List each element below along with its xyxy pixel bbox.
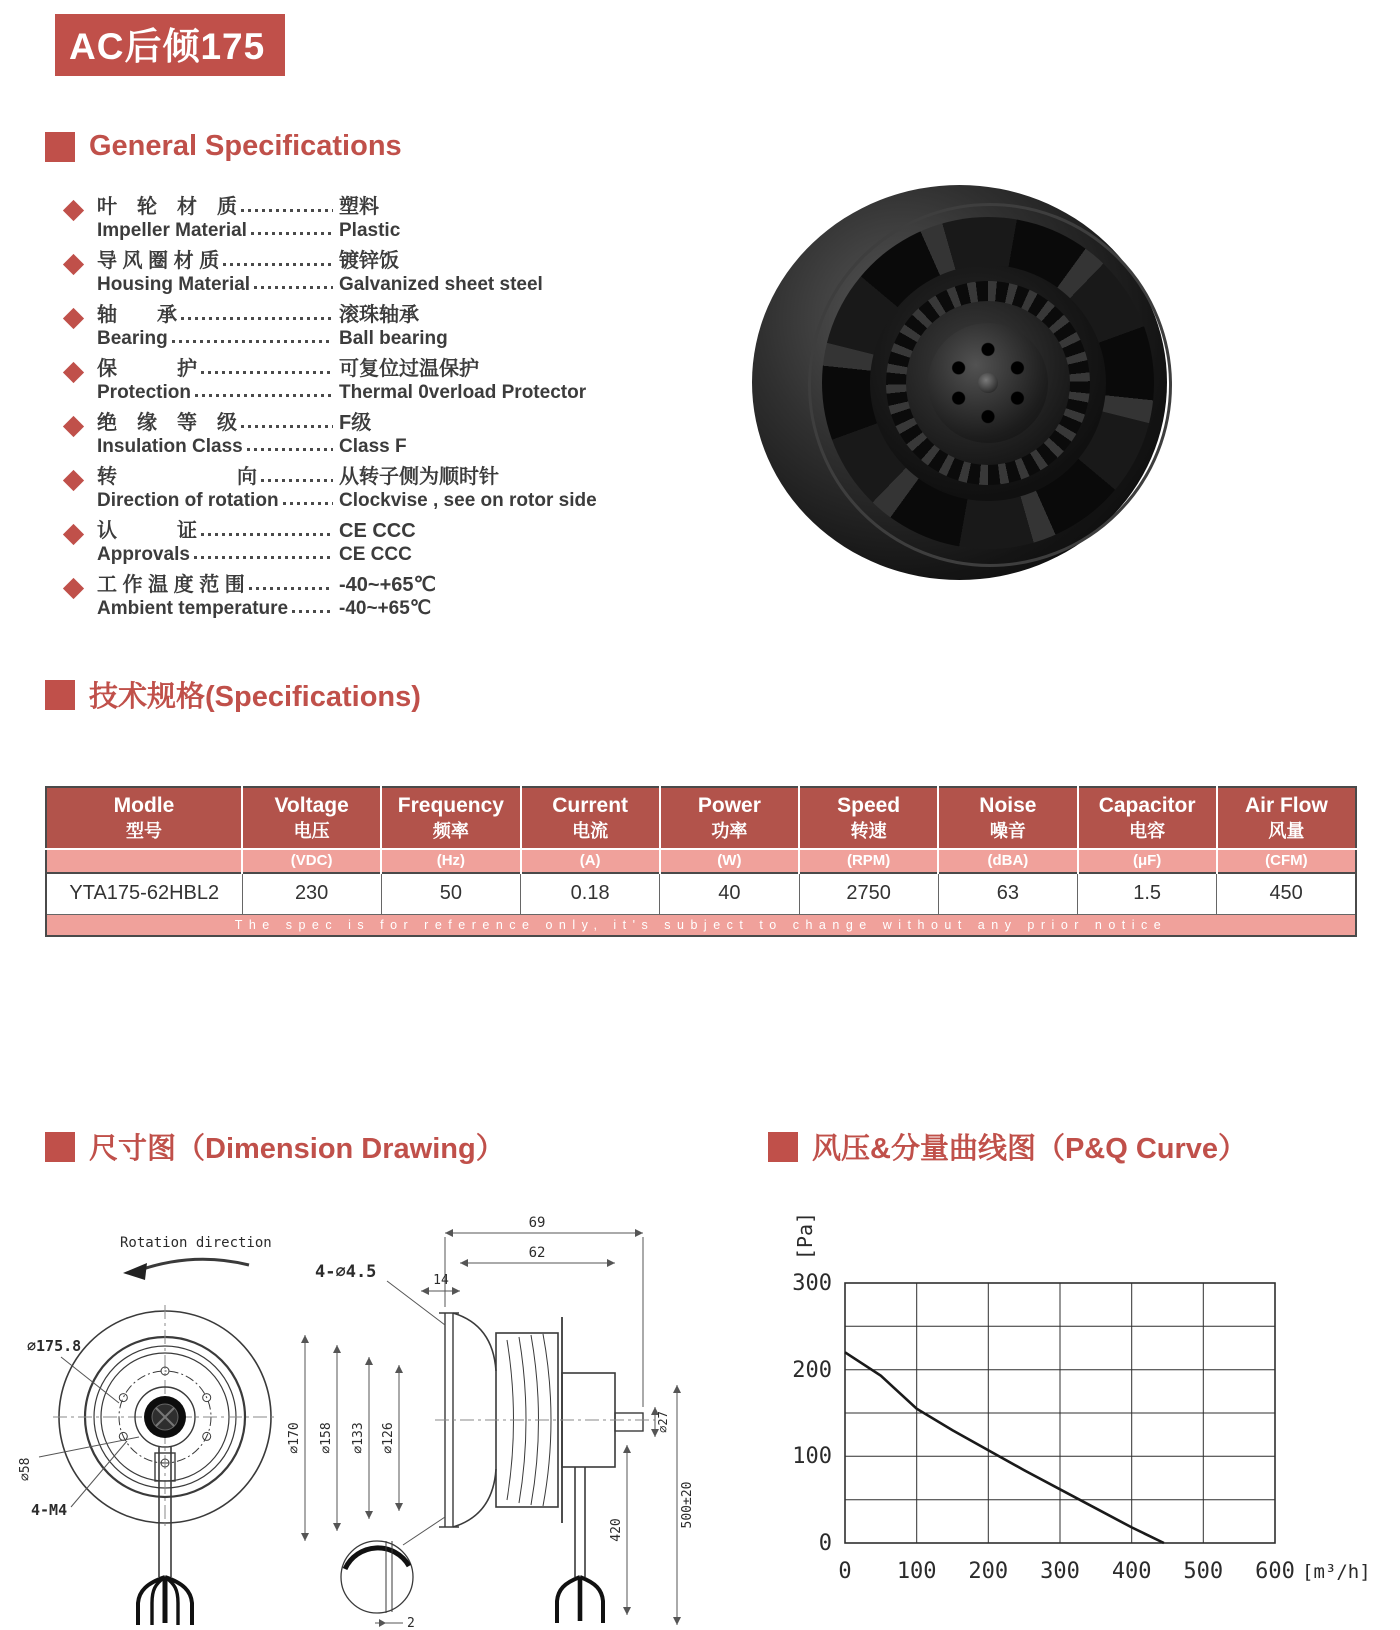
fork-prong [557, 1577, 580, 1623]
dim-62: 62 [528, 1245, 546, 1261]
spec-label-en: Ambient temperature [97, 598, 289, 619]
spec-label-cn: 转 向 [97, 466, 257, 488]
col-header: Modle 型号 [46, 787, 242, 849]
dim-d170: ∅170 [287, 1422, 302, 1454]
col-header: Current 电流 [521, 787, 660, 849]
dim-arrow [395, 1365, 403, 1373]
spec-table [45, 786, 1357, 937]
dim-arrow [635, 1229, 643, 1237]
dim-arrow [365, 1511, 373, 1519]
dim-arrow [301, 1335, 309, 1343]
section-title: 技术规格(Specifications) [89, 681, 421, 713]
spec-label-cn: 认 证 [97, 520, 197, 542]
spec-label-en: Impeller Material [97, 220, 247, 241]
leader-dots [247, 448, 333, 451]
section-square-icon [768, 1132, 798, 1162]
rotation-arrowhead-icon [123, 1263, 147, 1280]
leader-dots [241, 209, 333, 212]
dim-d158: ∅158 [319, 1422, 334, 1454]
shaft-stub [615, 1413, 643, 1431]
x-tick-100: 100 [896, 1559, 937, 1584]
dim-arrow [452, 1287, 460, 1295]
dim-14: 14 [433, 1273, 449, 1288]
spec-value-en: Plastic [339, 220, 401, 241]
rotation-direction-label: Rotation direction [120, 1235, 272, 1251]
dim-2: 2 [407, 1616, 415, 1630]
dim-d126: ∅126 [381, 1422, 396, 1454]
dim-arrow [445, 1229, 453, 1237]
leader-dots [172, 340, 333, 343]
spec-value-cn: 塑料 [339, 196, 379, 218]
spec-value-cn: 镀锌饭 [339, 250, 399, 272]
dim-420: 420 [609, 1518, 624, 1542]
leader-dots [283, 502, 333, 505]
diamond-bullet-icon [63, 254, 84, 275]
unit-cell: (A) [521, 849, 660, 873]
data-cell: 2750 [799, 873, 938, 915]
unit-cell: (RPM) [799, 849, 938, 873]
leader-dots [194, 556, 333, 559]
spec-value-en: Class F [339, 436, 407, 457]
section-title: 风压&分量曲线图（P&Q Curve） [812, 1133, 1248, 1165]
dim-label-shaft-diameter: ∅58 [18, 1457, 33, 1481]
leader-dots [195, 394, 333, 397]
y-tick-300: 300 [792, 1271, 832, 1296]
spec-value-en: Galvanized sheet steel [339, 274, 543, 295]
section-specifications [45, 674, 421, 715]
x-tick-0: 0 [838, 1559, 852, 1584]
diamond-bullet-icon [63, 200, 84, 221]
leader-dots [241, 425, 333, 428]
col-header: Power 功率 [660, 787, 799, 849]
data-cell: 0.18 [521, 873, 660, 915]
spec-table-container [45, 786, 1357, 937]
section-square-icon [45, 1132, 75, 1162]
col-header: Voltage 电压 [242, 787, 381, 849]
y-tick-0: 0 [818, 1531, 832, 1556]
leader-line [403, 1517, 445, 1545]
leader-dots [201, 533, 333, 536]
diamond-bullet-icon [63, 470, 84, 491]
unit-cell: (W) [660, 849, 799, 873]
spec-value-en: Clockvise , see on rotor side [339, 490, 597, 511]
page-title: AC后倾175 [55, 14, 285, 76]
pq-curve-chart [750, 1188, 1390, 1628]
unit-cell: (μF) [1078, 849, 1217, 873]
spec-value-cn: F级 [339, 412, 372, 434]
spec-value-en: CE CCC [339, 544, 412, 565]
dim-arrow [673, 1617, 681, 1625]
x-tick-300: 300 [1040, 1559, 1080, 1584]
section-square-icon [45, 680, 75, 710]
list-item [66, 358, 686, 404]
x-tick-600: 600 [1255, 1559, 1295, 1584]
spec-value-en: Thermal 0verload Protector [339, 382, 587, 403]
y-axis-unit-label: [Pa] [793, 1211, 817, 1261]
spec-label-en: Bearing [97, 328, 168, 349]
spec-label-cn: 保 护 [97, 358, 197, 380]
col-header: Noise 噪音 [938, 787, 1077, 849]
x-tick-500: 500 [1183, 1559, 1224, 1584]
table-note-row [46, 915, 1356, 937]
data-cell: 63 [938, 873, 1077, 915]
x-tick-200: 200 [968, 1559, 1009, 1584]
dim-arrow [673, 1385, 681, 1393]
inlet-bell [453, 1313, 496, 1371]
col-header: Capacitor 电容 [1078, 787, 1217, 849]
leader-dots [249, 587, 333, 590]
dim-arrow [333, 1345, 341, 1353]
leader-dots [201, 371, 333, 374]
spec-value-cn: CE CCC [339, 520, 416, 542]
spec-label-en: Housing Material [97, 274, 251, 295]
leader-line [71, 1441, 127, 1507]
leader-line [61, 1357, 119, 1403]
dim-arrow [460, 1259, 468, 1267]
y-tick-100: 100 [792, 1444, 832, 1469]
general-spec-list [66, 196, 686, 628]
spec-label-en: Protection [97, 382, 191, 403]
diamond-bullet-icon [63, 362, 84, 383]
table-header-row [46, 787, 1356, 849]
table-units-row [46, 849, 1356, 873]
unit-cell [46, 849, 242, 873]
dim-arrow [395, 1503, 403, 1511]
spec-label-cn: 轴 承 [97, 304, 177, 326]
dim-arrow [623, 1607, 631, 1615]
inlet-bell [453, 1469, 496, 1527]
list-item [66, 412, 686, 458]
x-axis-unit-label: [m³/h] [1302, 1561, 1371, 1583]
dimension-drawing [15, 1185, 715, 1630]
dim-d133: ∅133 [351, 1422, 366, 1454]
dim-arrow [333, 1523, 341, 1531]
spec-value-cn: 可复位过温保护 [339, 358, 479, 380]
dim-label-bolts: 4-M4 [31, 1501, 68, 1519]
diamond-bullet-icon [63, 416, 84, 437]
section-title: General Specifications [89, 130, 402, 162]
col-header: Air Flow 风量 [1217, 787, 1356, 849]
y-tick-200: 200 [792, 1358, 832, 1383]
spec-value-cn: 从转子侧为顺时针 [339, 466, 499, 488]
list-item [66, 250, 686, 296]
dim-500: 500±20 [680, 1481, 695, 1529]
spec-label-cn: 工 作 温 度 范 围 [97, 574, 245, 596]
leader-dots [292, 610, 333, 613]
bolt-hole [119, 1394, 127, 1402]
dim-arrow [421, 1287, 429, 1295]
dim-holes: 4-∅4.5 [315, 1262, 377, 1282]
rotation-arrow-icon [137, 1259, 249, 1271]
dim-arrow [607, 1259, 615, 1267]
spec-label-cn: 导 风 圈 材 质 [97, 250, 220, 272]
data-cell: 230 [242, 873, 381, 915]
detail-circle [341, 1541, 413, 1613]
dim-arrow [379, 1619, 386, 1627]
spec-label-en: Insulation Class [97, 436, 243, 457]
data-cell: 450 [1217, 873, 1356, 915]
data-cell: 1.5 [1078, 873, 1217, 915]
dim-label-outer-diameter: ∅175.8 [27, 1337, 82, 1355]
fork-prong [580, 1577, 603, 1623]
spec-value-en: -40~+65℃ [339, 598, 432, 619]
section-pq-curve [768, 1126, 1247, 1167]
diamond-bullet-icon [63, 308, 84, 329]
list-item [66, 466, 686, 512]
product-photo-centrifugal-fan [752, 185, 1167, 580]
unit-cell: (Hz) [381, 849, 520, 873]
spec-label-cn: 叶 轮 材 质 [97, 196, 237, 218]
list-item [66, 304, 686, 350]
table-note: The spec is for reference only, it's subject to change without any prior notice [46, 915, 1356, 937]
unit-cell: (VDC) [242, 849, 381, 873]
fan-shaft-cap [978, 373, 998, 393]
unit-cell: (dBA) [938, 849, 1077, 873]
section-dimension-drawing [45, 1126, 505, 1167]
x-tick-400: 400 [1111, 1559, 1152, 1584]
leader-dots [261, 479, 333, 482]
list-item [66, 520, 686, 566]
model-cell: YTA175-62HBL2 [46, 873, 242, 915]
pq-curve-line [845, 1352, 1164, 1543]
spec-label-en: Direction of rotation [97, 490, 279, 511]
data-cell: 50 [381, 873, 520, 915]
spec-label-en: Approvals [97, 544, 190, 565]
section-square-icon [45, 132, 75, 162]
unit-cell: (CFM) [1217, 849, 1356, 873]
detail-plate-arc [345, 1548, 409, 1569]
dim-d27: ∅27 [656, 1411, 670, 1433]
dim-69: 69 [528, 1215, 546, 1231]
section-title: 尺寸图（Dimension Drawing） [89, 1133, 505, 1165]
list-item [66, 574, 686, 620]
diamond-bullet-icon [63, 578, 84, 599]
dim-arrow [301, 1533, 309, 1541]
dim-arrow [623, 1445, 631, 1453]
leader-dots [181, 317, 333, 320]
diamond-bullet-icon [63, 524, 84, 545]
leader-dots [251, 232, 333, 235]
spec-value-en: Ball bearing [339, 328, 448, 349]
dim-arrow [365, 1357, 373, 1365]
section-general-specifications [45, 130, 402, 163]
list-item [66, 196, 686, 242]
spec-value-cn: 滚珠轴承 [339, 304, 419, 326]
spec-label-cn: 绝 缘 等 级 [97, 412, 237, 434]
leader-dots [254, 286, 333, 289]
leader-dots [223, 263, 333, 266]
col-header: Speed 转速 [799, 787, 938, 849]
table-row [46, 873, 1356, 915]
col-header: Frequency 频率 [381, 787, 520, 849]
spec-value-cn: -40~+65℃ [339, 574, 436, 596]
data-cell: 40 [660, 873, 799, 915]
